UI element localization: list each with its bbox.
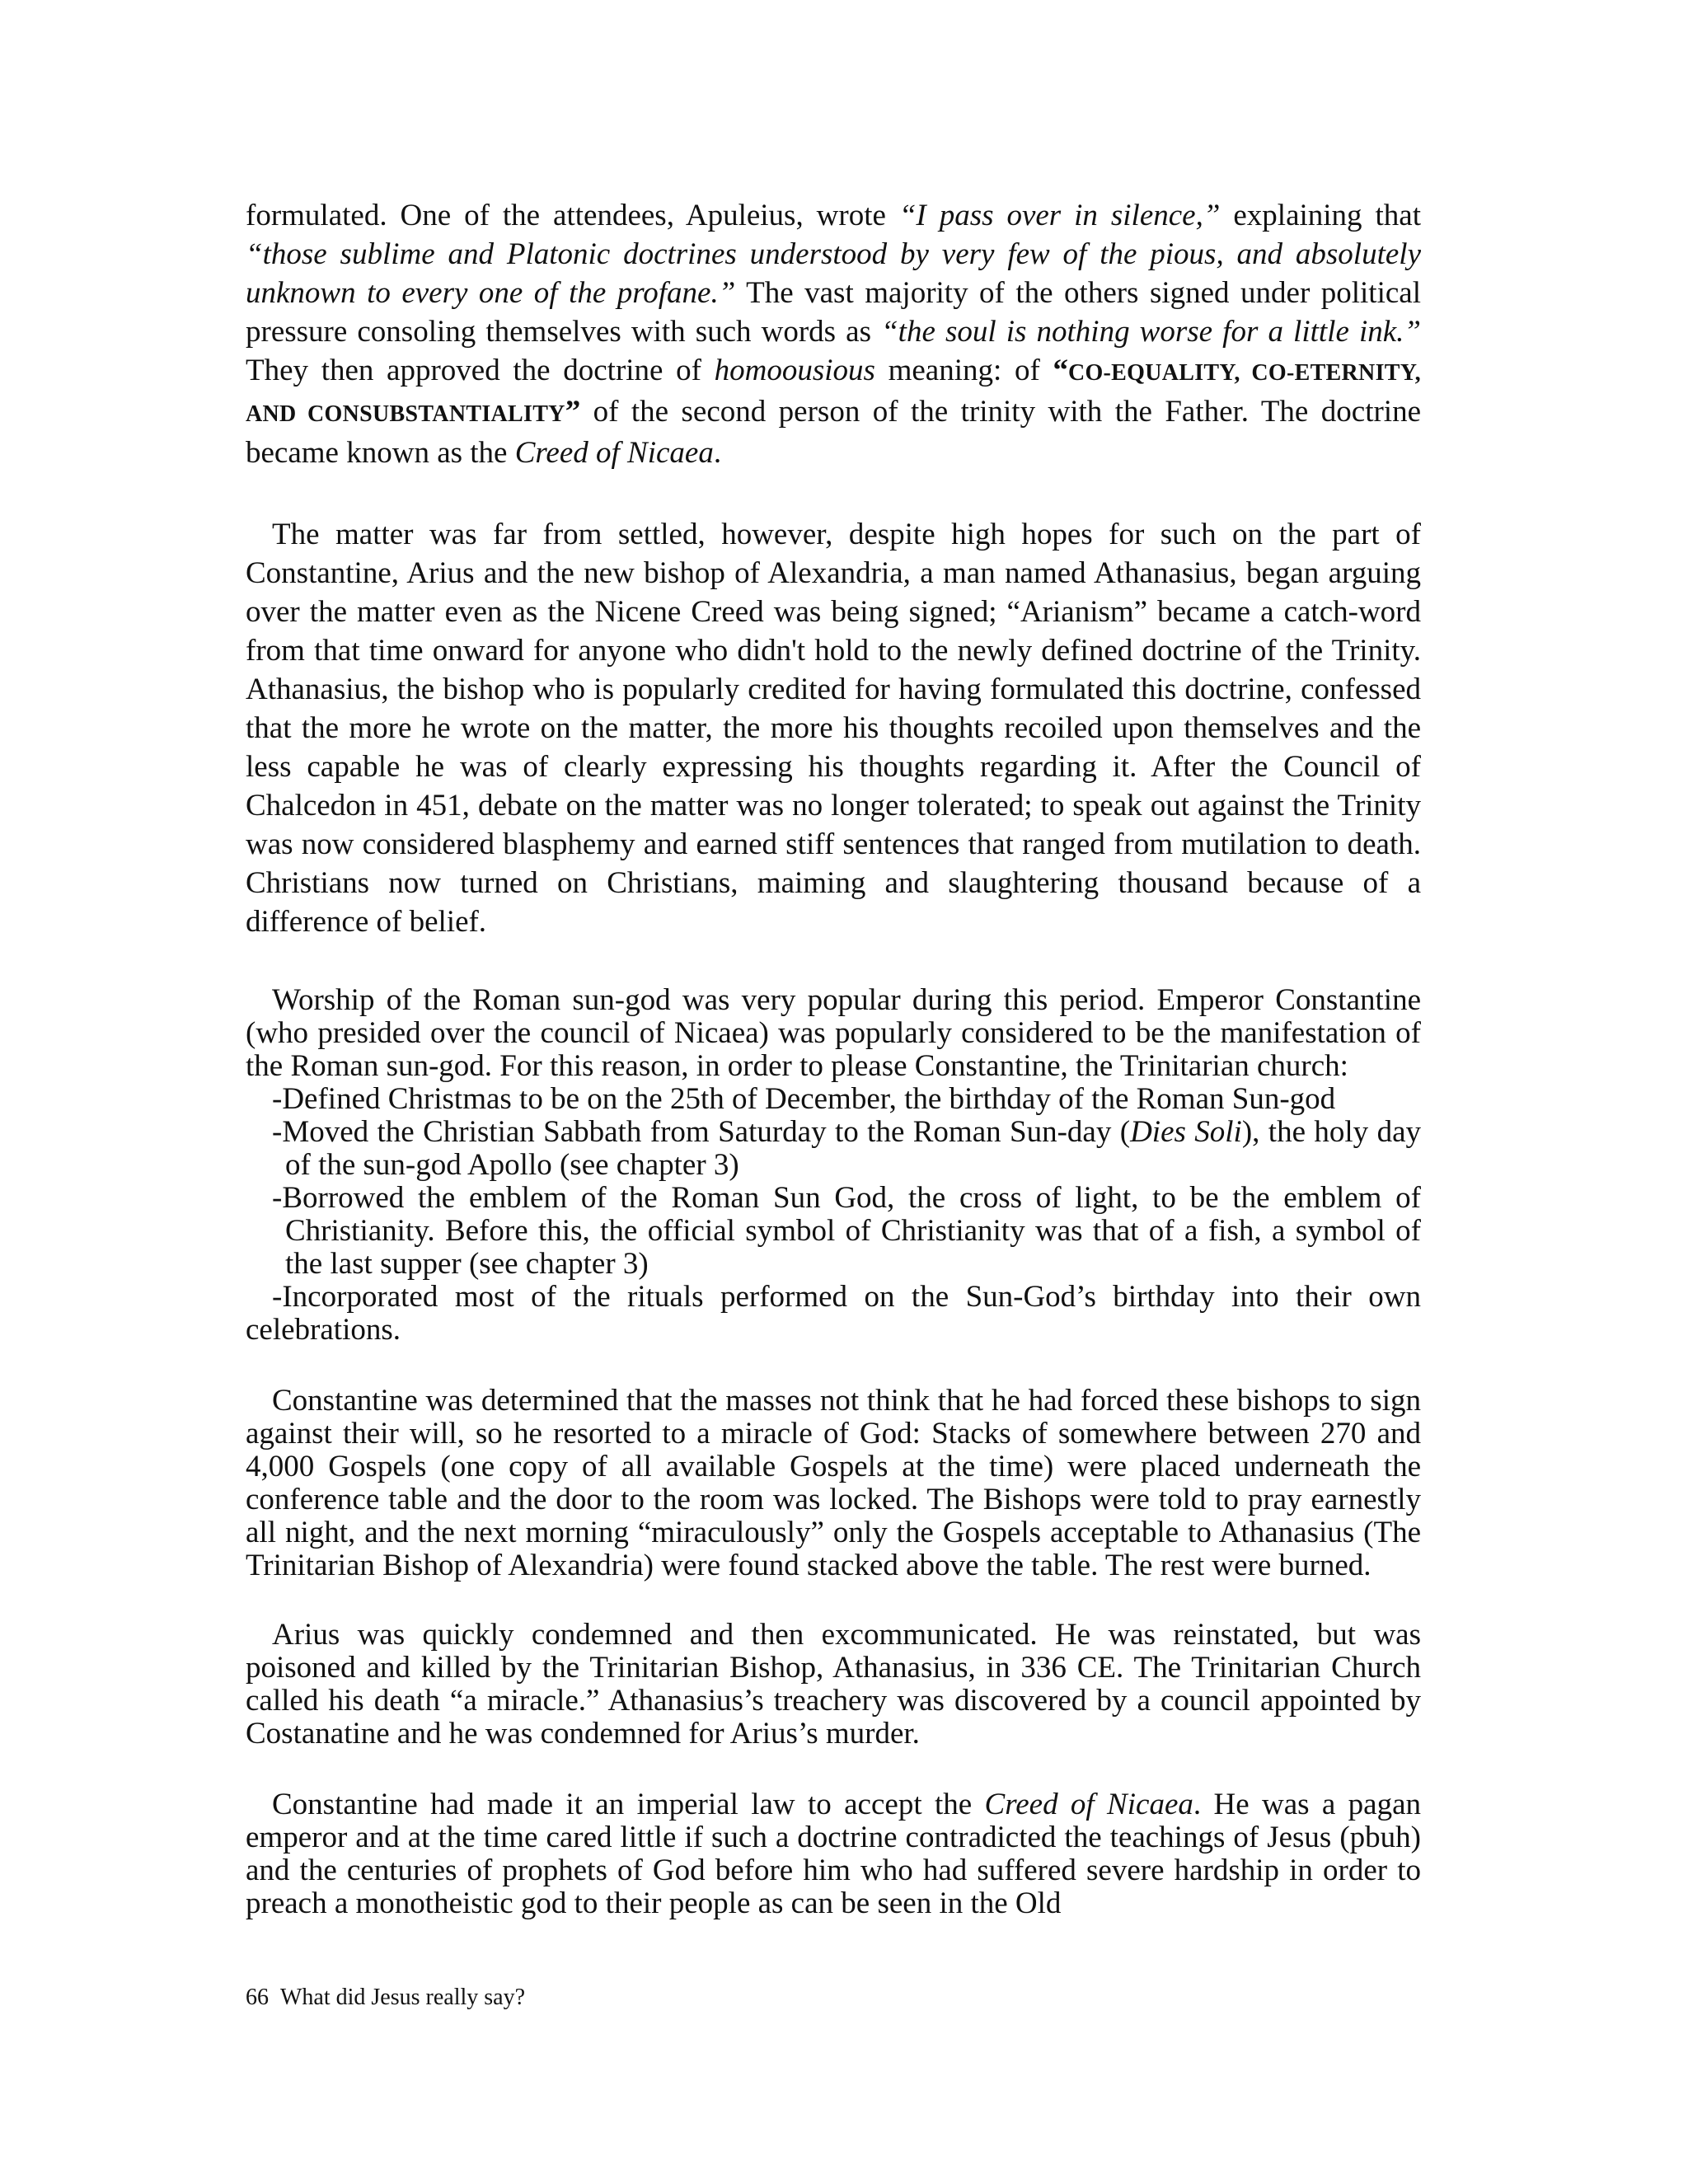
close-quote: ” <box>565 395 581 429</box>
term-creed-of-nicaea: Creed of Nicaea <box>984 1788 1193 1821</box>
text: . He was a pagan emperor and at the time cared little if such a doctrine contradicted the teachings of Jesus (pbuh) and the centuries of prophets of God before him who had suffered severe hardship in order to preach a monotheistic god to their people as can be seen in the Old <box>246 1788 1422 1920</box>
section-sun-god <box>246 984 1421 1347</box>
trinitarian-church-list <box>246 1083 1421 1347</box>
text: ), the holy day of the sun-god Apollo (see chapter 3) <box>285 1115 1421 1182</box>
text: They then approved the doctrine of <box>246 354 715 387</box>
text: -Moved the Christian Sabbath from Saturday to the Roman Sun-day ( <box>272 1115 1131 1149</box>
term-homoousious: homoousious <box>714 354 875 387</box>
text: meaning: of <box>874 354 1053 387</box>
text: of the second person of the trinity with the Father. The doctrine became known as the <box>246 395 1421 470</box>
text: Constantine had made it an imperial law to accept the <box>272 1788 985 1821</box>
paragraph-arianism: The matter was far from settled, however, despite high hopes for such on the part of Constantine, Arius and the new bishop of Alexandria, a man named Athanasius, began arguing over the matter even as the Nicene Creed was being signed; “Arianism” became a catch-word from that time onward for anyone who didn't hold to the newly defined doctrine of the Trinity. Athanasius, the bishop who is popularly credited for having formulated this doctrine, confessed that the more he wrote on the matter, the more his thoughts recoiled upon themselves and the less capable he was of clearly expressing his thoughts regarding it. After the Council of Chalcedon in 451, debate on the matter was no longer tolerated; to speak out against the Trinity was now considered blasphemy and earned stiff sentences that ranged from mutilation to death. Christians now turned on Christians, maiming and slaughtering thousand because of a difference of belief. <box>246 518 1421 939</box>
book-title: What did Jesus really say? <box>280 1985 526 2010</box>
list-item: -Borrowed the emblem of the Roman Sun God, the cross of light, to be the emblem of Christianity. Before this, the official symbol of Christianity was that of a fish, a symbol of the last supper (see chapter 3) <box>272 1181 1421 1281</box>
text: formulated. One of the attendees, Apuleius, wrote <box>246 199 899 232</box>
page-body <box>246 196 1421 1920</box>
paragraph-imperial-law <box>246 1788 1421 1920</box>
quote-pass-over: “I pass over in silence,” <box>898 199 1221 232</box>
page-number: 66 <box>246 1985 269 2010</box>
text: The vast majority of the others signed under political pressure consoling themselves with such words as <box>246 276 1421 349</box>
page-footer <box>246 1985 525 2011</box>
list-item: -Incorporated most of the rituals performed on the Sun-God’s birthday into their own celebrations. <box>246 1280 1421 1347</box>
paragraph-arius-condemned: Arius was quickly condemned and then excommunicated. He was reinstated, but was poisoned and killed by the Trinitarian Bishop, Athanasius, in 336 CE. The Trinitarian Church called his death “a miracle.” Athanasius’s treachery was discovered by a council appointed by Costanatine and he was condemned for Arius’s murder. <box>246 1618 1421 1750</box>
quote-little-ink: “the soul is nothing worse for a little ink.” <box>881 315 1421 349</box>
term-dies-soli: Dies Soli <box>1130 1115 1242 1149</box>
text: explaining that <box>1220 199 1421 232</box>
term-creed-of-nicaea: Creed of Nicaea <box>514 436 714 470</box>
paragraph-gospels-miracle: Constantine was determined that the masses not think that he had forced these bishops to sign against their will, so he resorted to a miracle of God: Stacks of somewhere between 270 and 4,000 Gospels (one copy of all available Gospels at the time) were placed underneath the conference table and the door to the room was locked. The Bishops were told to pray earnestly all night, and the next morning “miraculously” only the Gospels acceptable to Athanasius (The Trinitarian Bishop of Alexandria) were found stacked above the table. The rest were burned. <box>246 1384 1421 1582</box>
paragraph-sun-god-intro: Worship of the Roman sun-god was very popular during this period. Emperor Constantine (who presided over the council of Nicaea) was popularly considered to be the manifestation of the Roman sun-god. For this reason, in order to please Constantine, the Trinitarian church: <box>246 983 1421 1083</box>
text: . <box>713 436 722 470</box>
list-item: -Defined Christmas to be on the 25th of December, the birthday of the Roman Sun-god <box>272 1082 1336 1116</box>
quote-platonic-doctrines: “those sublime and Platonic doctrines understood by very few of the pious, and absolutely unknown to every one of the profane.” <box>246 237 1421 310</box>
list-item <box>246 1116 1421 1182</box>
open-quote: “ <box>1053 354 1068 387</box>
paragraph-council-signing <box>246 196 1421 472</box>
small-caps-phrase: CO-EQUALITY, CO-ETERNITY, AND CONSUBSTANTIALITY <box>246 360 1421 427</box>
